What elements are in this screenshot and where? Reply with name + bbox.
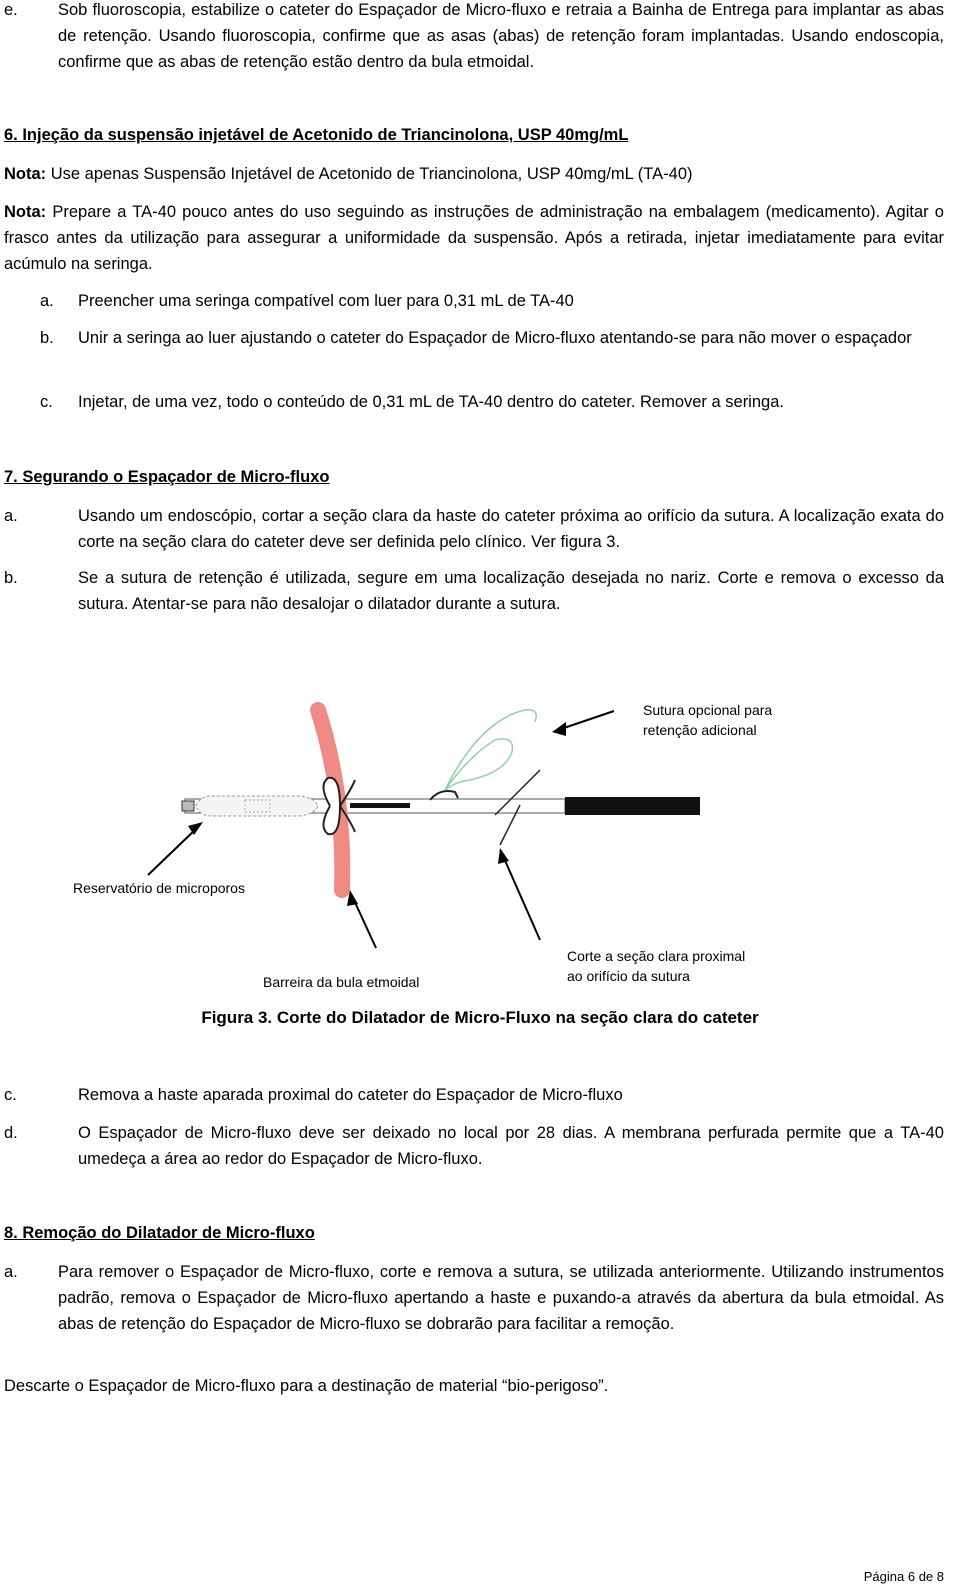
step-6c-label: c. <box>40 393 53 411</box>
section-7-title: 7. Segurando o Espaçador de Micro-fluxo <box>4 468 330 486</box>
section-6-title: 6. Injeção da suspensão injetável de Acetonido de Triancinolona, USP 40mg/mL <box>4 126 629 144</box>
section-6-note-2 <box>4 199 944 277</box>
figure-3-caption: Figura 3. Corte do Dilatador de Micro-Fluxo na seção clara do cateter <box>201 1008 759 1027</box>
step-7c-text: Remova a haste aparada proximal do cateter do Espaçador de Micro-fluxo <box>78 1086 623 1104</box>
section-6-note-1 <box>4 161 944 187</box>
note-label: Nota: <box>4 165 47 183</box>
barrier-arrow <box>353 898 376 948</box>
micropore-reservoir <box>196 796 318 816</box>
item-e-text: Sob fluoroscopia, estabilize o cateter do Espaçador de Micro-fluxo e retraia a Bainha de Entrega para implantar as abas de retenção. Usando fluoroscopia, confirme que as asas (abas) de retenção foram implantadas. Usando endoscopia, confirme que as abas de retenção estão dentro da bula etmoidal. <box>58 1 944 71</box>
step-7a-text: Usando um endoscópio, cortar a seção clara da haste do cateter próxima ao orifício da sutura. A localização exata do corte na seção clara do cateter deve ser definida pelo clínico. Ver figura 3. <box>78 507 944 551</box>
step-7b-text: Se a sutura de retenção é utilizada, segure em uma localização desejada no nariz. Corte e remova o excesso da sutura. Atentar-se para não desalojar o dilatador durante a sutura. <box>78 569 944 613</box>
step-6b-label: b. <box>40 329 54 347</box>
note-text: Use apenas Suspensão Injetável de Acetonido de Triancinolona, USP 40mg/mL (TA-40) <box>46 165 693 183</box>
figure-label-reservoir: Reservatório de microporos <box>73 880 245 896</box>
step-7a-label: a. <box>4 507 18 525</box>
step-7d-text: O Espaçador de Micro-fluxo deve ser deixado no local por 28 dias. A membrana perfurada permite que a TA-40 umedeça a área ao redor do Espaçador de Micro-fluxo. <box>78 1124 944 1168</box>
step-8a-text: Para remover o Espaçador de Micro-fluxo, corte e remova a sutura, se utilizada anteriormente. Utilizando instrumentos padrão, remova o Espaçador de Micro-fluxo apertando a haste e puxando-a através da abertura da bula etmoidal. As abas de retenção do Espaçador de Micro-fluxo se dobrarão para facilitar a remoção. <box>58 1263 944 1333</box>
figure-label-suture <box>643 700 772 740</box>
catheter-tip <box>182 801 194 811</box>
note-text: Prepare a TA-40 pouco antes do uso seguindo as instruções de administração na embalagem (medicamento). Agitar o frasco antes da utilização para assegurar a uniformidade da suspensão. Após a retirada, injetar imediatamente para evitar acúmulo na seringa. <box>4 203 944 273</box>
label-line: Corte a seção clara proximal <box>567 948 746 964</box>
reservoir-arrow <box>148 828 197 875</box>
label-line: ao orifício da sutura <box>567 968 690 984</box>
page-number: Página 6 de 8 <box>863 1569 944 1584</box>
section-8-title: 8. Remoção do Dilatador de Micro-fluxo <box>4 1224 315 1242</box>
step-6c-text: Injetar, de uma vez, todo o conteúdo de 0,31 mL de TA-40 dentro do cateter. Remover a seringa. <box>78 393 784 411</box>
step-6a-text: Preencher uma seringa compatível com luer para 0,31 mL de TA-40 <box>78 292 574 310</box>
figure-label-barrier: Barreira da bula etmoidal <box>263 974 420 990</box>
discard-instruction: Descarte o Espaçador de Micro-fluxo para a destinação de material “bio-perigoso”. <box>4 1377 609 1395</box>
item-e-label: e. <box>4 1 18 19</box>
reservoir-arrow-head <box>188 822 203 835</box>
label-line: Sutura opcional para <box>643 702 773 718</box>
step-7c-label: c. <box>4 1086 17 1104</box>
note-label: Nota: <box>4 203 47 221</box>
step-8a-label: a. <box>4 1263 18 1281</box>
suture-arrow-head <box>552 722 566 736</box>
suture-loop <box>445 710 536 790</box>
step-6b-text: Unir a seringa ao luer ajustando o cateter do Espaçador de Micro-fluxo atentando-se para não mover o espaçador <box>78 329 912 347</box>
step-7d-label: d. <box>4 1124 18 1142</box>
cut-arrow <box>503 856 540 940</box>
figure-3-diagram <box>0 680 960 1010</box>
suture-arrow <box>558 711 614 730</box>
figure-label-cut <box>567 946 745 986</box>
catheter-inner-band <box>350 803 410 808</box>
catheter-dark-section <box>565 797 700 815</box>
cut-arrow-head <box>498 848 509 864</box>
step-7b-label: b. <box>4 569 18 587</box>
step-6a-label: a. <box>40 292 54 310</box>
label-line: retenção adicional <box>643 722 757 738</box>
